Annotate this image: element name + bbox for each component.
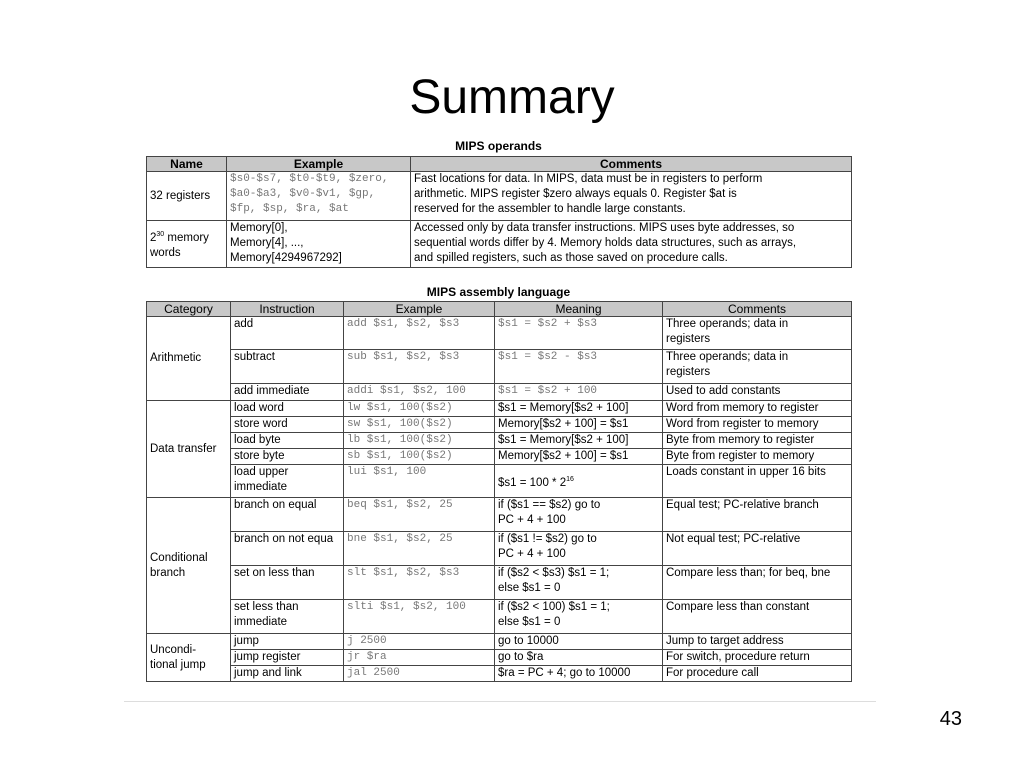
table-row [147, 465, 852, 498]
divider [124, 701, 876, 702]
instr-cell: load upper immediate [231, 465, 344, 498]
comment-cell: Compare less than constant [663, 600, 852, 634]
operand-comment: Fast locations for data. In MIPS, data must be in registers to perform arithmetic. MIPS register $zero always equals 0. Register $at is reserved for the assembler to handle large constants. [411, 172, 852, 221]
assembly-table [146, 301, 852, 682]
table-row [147, 449, 852, 465]
example-cell: slti $s1, $s2, 100 [344, 600, 495, 634]
example-cell: lui $s1, 100 [344, 465, 495, 498]
meaning-cell: if ($s1 == $s2) go to PC + 4 + 100 [495, 498, 663, 532]
meaning-cell: if ($s1 != $s2) go to PC + 4 + 100 [495, 532, 663, 566]
table-header-row [147, 302, 852, 317]
header-cell: Comments [411, 157, 852, 172]
table-row [147, 350, 852, 384]
table-row [147, 384, 852, 401]
meaning-cell: $s1 = $s2 + 100 [495, 384, 663, 401]
meaning-cell: if ($s2 < 100) $s1 = 1; else $s1 = 0 [495, 600, 663, 634]
comment-cell: Not equal test; PC-relative [663, 532, 852, 566]
header-cell: Comments [663, 302, 852, 317]
example-cell: sw $s1, 100($s2) [344, 417, 495, 433]
comment-cell: Word from memory to register [663, 401, 852, 417]
example-cell: jr $ra [344, 650, 495, 666]
operands-caption: MIPS operands [455, 139, 542, 153]
comment-cell: Equal test; PC-relative branch [663, 498, 852, 532]
operand-example: $s0-$s7, $t0-$t9, $zero, $a0-$a3, $v0-$v1, $gp, $fp, $sp, $ra, $at [227, 172, 411, 221]
category-cell: Uncondi- tional jump [147, 634, 231, 682]
example-cell: addi $s1, $s2, 100 [344, 384, 495, 401]
comment-cell: For switch, procedure return [663, 650, 852, 666]
header-cell: Meaning [495, 302, 663, 317]
example-cell: beq $s1, $s2, 25 [344, 498, 495, 532]
meaning-cell: $s1 = $100 * 2^{16}$ [495, 465, 663, 498]
header-cell: Instruction [231, 302, 344, 317]
slide-title: Summary [409, 71, 615, 124]
meaning-cell: $s1 = $s2 - $s3 [495, 350, 663, 384]
comment-cell: Word from register to memory [663, 417, 852, 433]
instr-cell: subtract [231, 350, 344, 384]
comment-cell: Jump to target address [663, 634, 852, 650]
assembly-caption: MIPS assembly language [426, 285, 571, 299]
instr-cell: branch on not equa [231, 532, 344, 566]
meaning-cell: Memory[$s2 + 100] = $s1 [495, 417, 663, 433]
comment-cell: Loads constant in upper 16 bits [663, 465, 852, 498]
table-row [147, 221, 852, 268]
table-row [147, 600, 852, 634]
operands-table [146, 156, 852, 268]
instr-cell: branch on equal [231, 498, 344, 532]
example-cell: sub $s1, $s2, $s3 [344, 350, 495, 384]
meaning-cell: $ra = PC + 4; go to 10000 [495, 666, 663, 682]
table-header-row [147, 157, 852, 172]
example-cell: j 2500 [344, 634, 495, 650]
example-cell: lb $s1, 100($s2) [344, 433, 495, 449]
example-cell: bne $s1, $s2, 25 [344, 532, 495, 566]
category-cell: Data transfer [147, 401, 231, 498]
instr-cell: add [231, 317, 344, 350]
comment-cell: Byte from memory to register [663, 433, 852, 449]
instr-cell: load word [231, 401, 344, 417]
comment-cell: Used to add constants [663, 384, 852, 401]
meaning-cell: if ($s2 < $s3) $s1 = 1; else $s1 = 0 [495, 566, 663, 600]
instr-cell: add immediate [231, 384, 344, 401]
operand-name: 32 registers [147, 172, 227, 221]
comment-cell: Three operands; data in registers [663, 317, 852, 350]
example-cell: jal 2500 [344, 666, 495, 682]
meaning-cell: $s1 = Memory[$s2 + 100] [495, 433, 663, 449]
table-row [147, 172, 852, 221]
category-cell: Conditional branch [147, 498, 231, 634]
table-row [147, 317, 852, 350]
instr-cell: jump register [231, 650, 344, 666]
meaning-cell: Memory[$s2 + 100] = $s1 [495, 449, 663, 465]
table-row [147, 417, 852, 433]
meaning-cell: $s1 = $s2 + $s3 [495, 317, 663, 350]
header-cell: Name [147, 157, 227, 172]
operand-comment: Accessed only by data transfer instructions. MIPS uses byte addresses, so sequential words differ by 4. Memory holds data structures, such as arrays, and spilled registers, such as those saved on procedure calls. [411, 221, 852, 268]
meaning-cell: go to 10000 [495, 634, 663, 650]
comment-cell: Three operands; data in registers [663, 350, 852, 384]
header-cell: Example [344, 302, 495, 317]
category-cell: Arithmetic [147, 317, 231, 401]
table-row [147, 401, 852, 417]
operand-name: $2^{30}$ memory words [147, 221, 227, 268]
instr-cell: set on less than [231, 566, 344, 600]
table-row [147, 532, 852, 566]
example-cell: slt $s1, $s2, $s3 [344, 566, 495, 600]
example-cell: lw $s1, 100($s2) [344, 401, 495, 417]
table-row [147, 634, 852, 650]
instr-cell: store word [231, 417, 344, 433]
instr-cell: set less than immediate [231, 600, 344, 634]
header-cell: Category [147, 302, 231, 317]
instr-cell: load byte [231, 433, 344, 449]
operand-example: Memory[0], Memory[4], ..., Memory[4294967292] [227, 221, 411, 268]
table-row [147, 650, 852, 666]
header-cell: Example [227, 157, 411, 172]
table-row [147, 433, 852, 449]
example-cell: add $s1, $s2, $s3 [344, 317, 495, 350]
table-row [147, 566, 852, 600]
table-row [147, 666, 852, 682]
instr-cell: jump [231, 634, 344, 650]
example-cell: sb $s1, 100($s2) [344, 449, 495, 465]
comment-cell: Compare less than; for beq, bne [663, 566, 852, 600]
meaning-cell: $s1 = Memory[$s2 + 100] [495, 401, 663, 417]
comment-cell: Byte from register to memory [663, 449, 852, 465]
instr-cell: jump and link [231, 666, 344, 682]
instr-cell: store byte [231, 449, 344, 465]
comment-cell: For procedure call [663, 666, 852, 682]
table-row [147, 498, 852, 532]
page-number: 43 [939, 708, 962, 730]
meaning-cell: go to $ra [495, 650, 663, 666]
